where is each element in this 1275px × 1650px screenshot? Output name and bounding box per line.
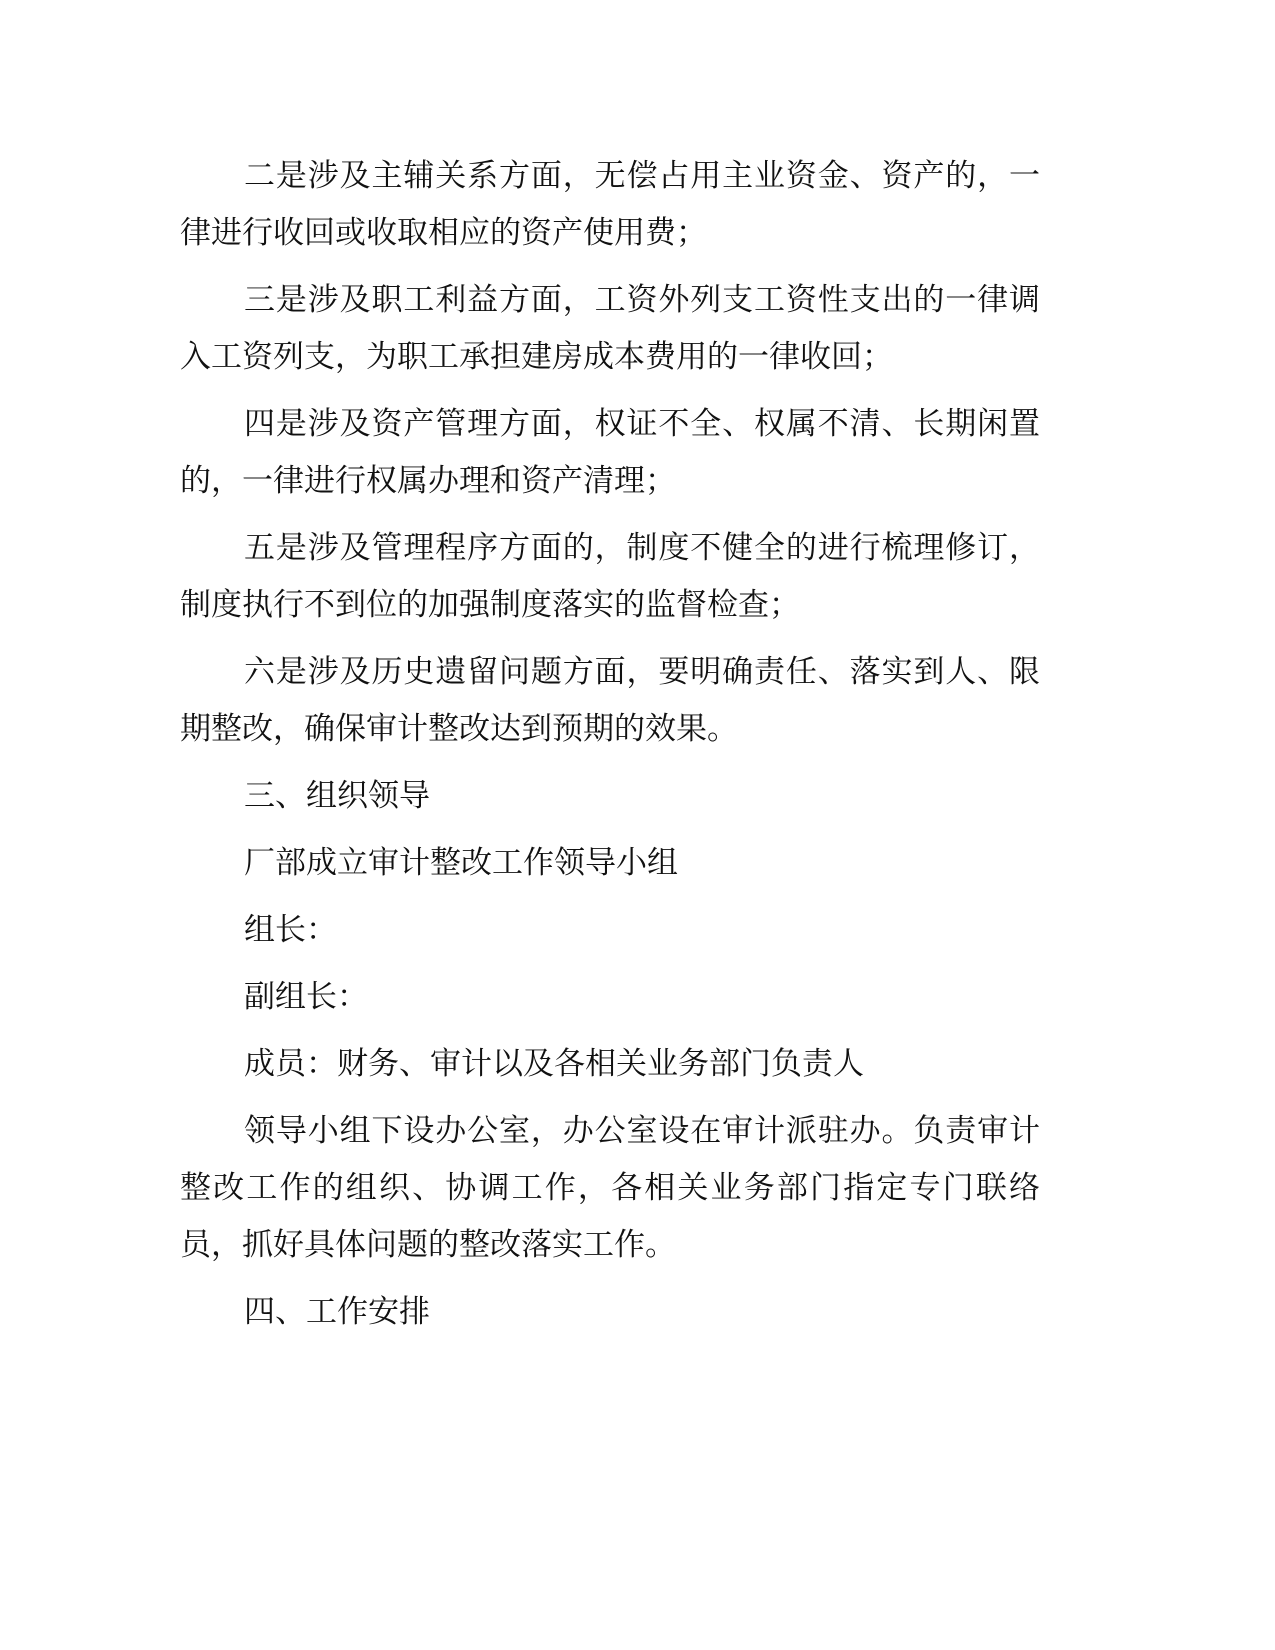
section-heading-work-arrangement: 四、工作安排 [244,1294,430,1330]
paragraph-item-3: 三是涉及职工利益方面，工资外列支工资性支出的一律调入工资列支，为职工承担建房成本费用的一律收回； [180,282,1040,375]
paragraph-office: 领导小组下设办公室，办公室设在审计派驻办。负责审计整改工作的组织、协调工作，各相关业务部门指定专门联络员，抓好具体问题的整改落实工作。 [180,1113,1040,1263]
paragraph-group-leader: 组长： [244,912,337,948]
paragraph-item-2: 二是涉及主辅关系方面，无偿占用主业资金、资产的，一律进行收回或收取相应的资产使用费； [180,158,1040,251]
paragraph-deputy-leader: 副组长： [244,979,368,1015]
paragraph-members: 成员：财务、审计以及各相关业务部门负责人 [244,1046,864,1082]
paragraph-item-5: 五是涉及管理程序方面的，制度不健全的进行梳理修订，制度执行不到位的加强制度落实的监督检查； [180,530,1040,623]
paragraph-item-6: 六是涉及历史遗留问题方面，要明确责任、落实到人、限期整改，确保审计整改达到预期的效果。 [180,654,1040,747]
section-heading-organization: 三、组织领导 [244,778,430,814]
document-body [180,148,1040,1341]
paragraph-item-4: 四是涉及资产管理方面，权证不全、权属不清、长期闲置的，一律进行权属办理和资产清理； [180,406,1040,499]
paragraph-leadership-group: 厂部成立审计整改工作领导小组 [244,845,678,881]
